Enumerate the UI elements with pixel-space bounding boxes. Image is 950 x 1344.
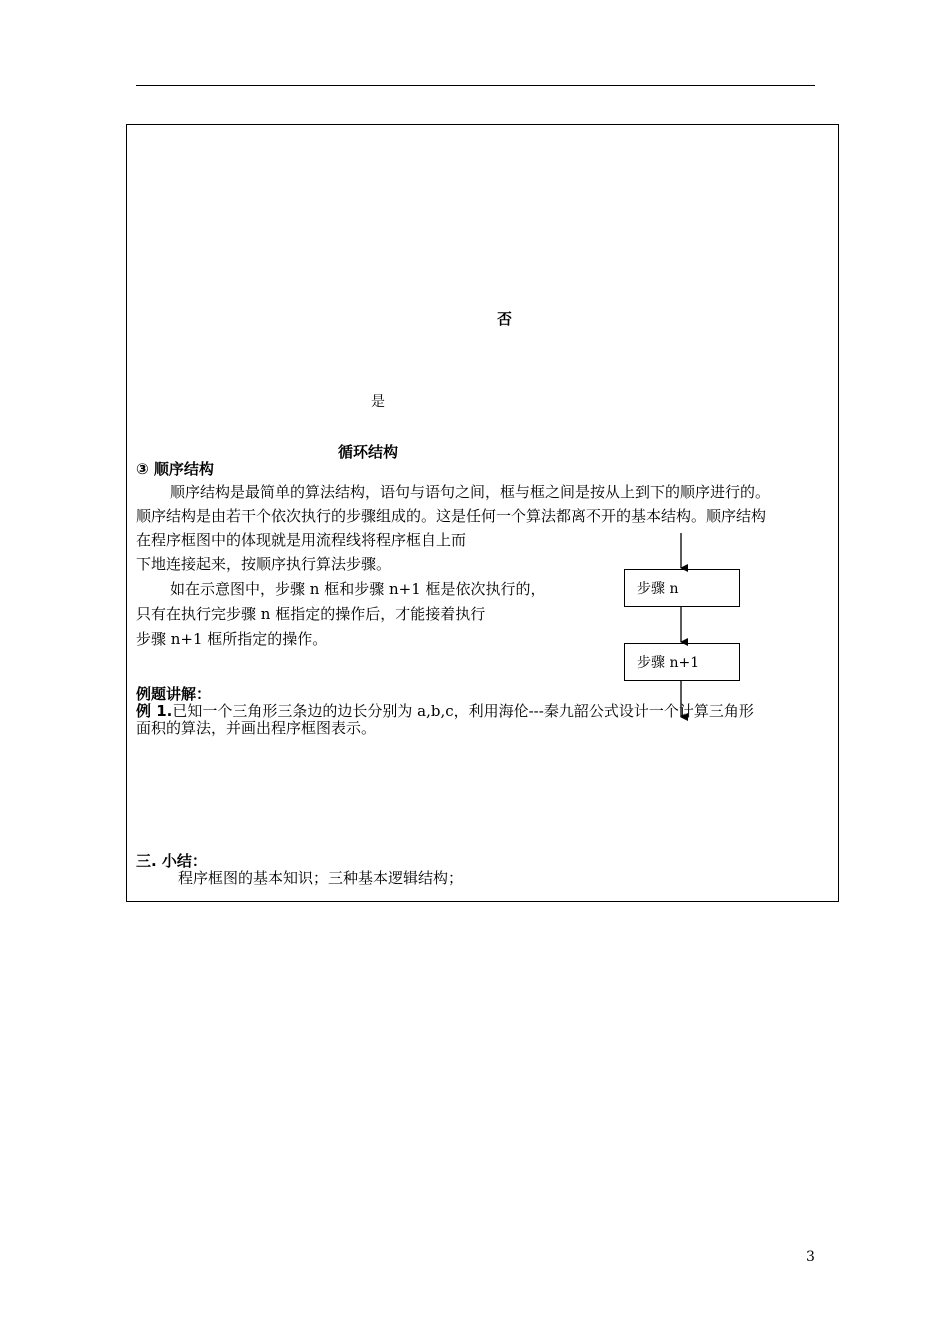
flowchart-box-step-n-plus-1: [624, 643, 740, 681]
example-label: 例 1.: [136, 702, 173, 720]
flowchart-box-step-n: [624, 569, 740, 607]
paragraph-line: 只有在执行完步骤 n 框指定的操作后，才能接着执行: [136, 605, 486, 623]
summary-heading: 三. 小结：: [136, 852, 207, 870]
example-line: 面积的算法，并画出程序框图表示。: [136, 719, 377, 737]
paragraph-line: 在程序框图中的体现就是用流程线将程序框自上而: [136, 531, 467, 549]
yes-label: 是: [371, 394, 385, 410]
no-label: 否: [497, 310, 513, 328]
paragraph-line: 下地连接起来，按顺序执行算法步骤。: [136, 555, 392, 573]
summary-text: 程序框图的基本知识；三种基本逻辑结构；: [178, 869, 464, 887]
box-label: 步骤 n: [637, 581, 679, 597]
paragraph-line: 顺序结构是由若干个依次执行的步骤组成的。这是任何一个算法都离不开的基本结构。顺序结构: [136, 507, 767, 525]
example-heading: 例题讲解：: [136, 685, 212, 703]
box-label: 步骤 n+1: [637, 655, 700, 671]
example-text: 已知一个三角形三条边的边长分别为 a,b,c，利用海伦---秦九韶公式设计一个计算三角形: [172, 702, 754, 720]
paragraph-line: 步骤 n+1 框所指定的操作。: [136, 630, 328, 648]
loop-structure-caption: 循环结构: [338, 443, 399, 461]
page-number: 3: [806, 1249, 815, 1265]
sequence-heading: ③ 顺序结构: [136, 460, 214, 478]
paragraph-line: 顺序结构是最简单的算法结构，语句与语句之间，框与框之间是按从上到下的顺序进行的。: [170, 483, 771, 501]
paragraph-line: 如在示意图中，步骤 n 框和步骤 n+1 框是依次执行的，: [170, 580, 546, 598]
